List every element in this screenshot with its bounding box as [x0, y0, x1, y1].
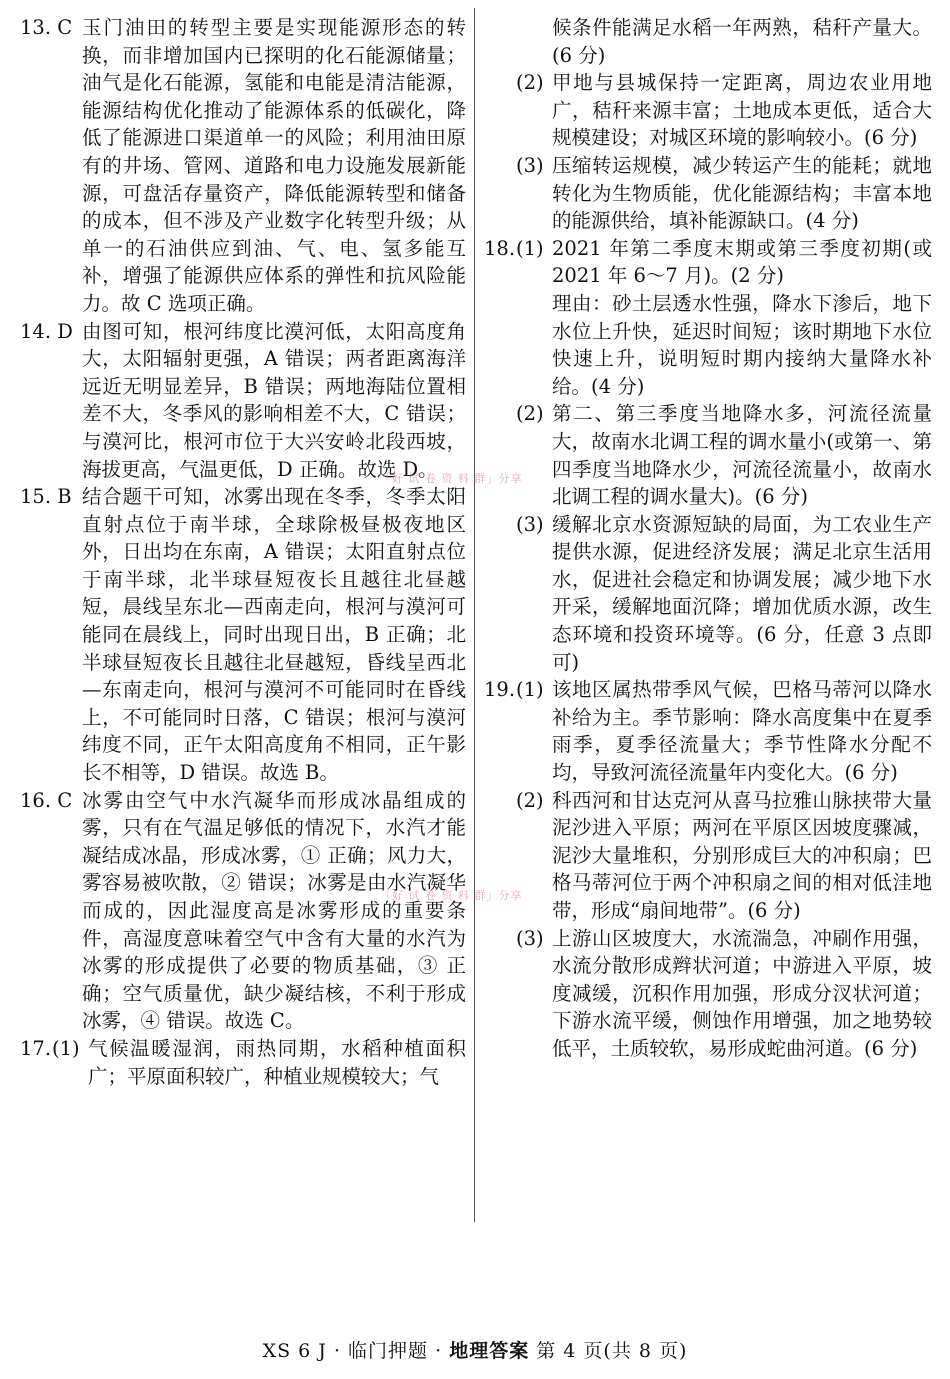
answer-text: 缓解北京水资源短缺的局面，为工农业生产提供水源，促进经济发展；满足北京生活用水，促进社会稳定和协调发展；减少地下水开采，缓解地面沉降；增加优质水源，改生态环境和投资环境等。(6 分，任意 3 点即可): [552, 512, 932, 674]
question-number: 14. D: [20, 319, 73, 343]
watermark: 「好 试 卷 资 料 群」分享: [380, 472, 523, 485]
answer-text: 上游山区坡度大，水流湍急，冲刷作用强，水流分散形成辫状河道；中游进入平原，坡度减缓，沉积作用加强，形成分汊状河道；下游水流平缓，侧蚀作用增强，加之地势较低平，土质较软，易形成蛇曲河道。(6 分): [552, 926, 932, 1060]
sub-question-number: (1): [516, 678, 544, 702]
sub-question-number: (2): [516, 788, 544, 812]
answer-text: 科西河和甘达克河从喜马拉雅山脉挟带大量泥沙进入平原；两河在平原区因坡度骤减，泥沙大量堆积，分别形成巨大的冲积扇；巴格马蒂河位于两个冲积扇之间的相对低洼地带，形成“扇间地带”。(6 分): [552, 788, 932, 922]
answer-18-reason: [484, 290, 932, 400]
answer-text: 玉门油田的转型主要是实现能源形态的转换，而非增加国内已探明的化石能源储量；油气是化石能源，氢能和电能是清洁能源，能源结构优化推动了能源体系的低碳化，降低了能源进口渠道单一的风险；利用油田原有的井场、管网、道路和电力设施发展新能源，可盘活存量资产，降低能源转型和储备的成本，但不涉及产业数字化转型升级；从单一的石油供应到油、气、电、氢多能互补，增强了能源供应体系的弹性和抗风险能力。故 C 选项正确。: [82, 16, 466, 315]
sub-question-number: (1): [52, 1036, 80, 1060]
watermark: 「好 试 卷 资 料 群」分享: [380, 889, 523, 902]
answer-18-part-3: [484, 511, 932, 677]
answer-text: 候条件能满足水稻一年两熟，秸秆产量大。(6 分): [552, 16, 932, 67]
answer-19-part-3: [484, 925, 932, 1063]
paper-code: XS 6 J: [262, 1340, 327, 1362]
answer-text: 甲地与县城保持一定距离，周边农业用地广，秸秆来源丰富；土地成本更低，适合大规模建设；对城区环境的影响较小。(6 分): [552, 71, 932, 150]
answer-17-part-1-continued: [484, 14, 932, 69]
page-footer: [0, 1336, 950, 1363]
answer-17-part-2: [484, 69, 932, 152]
question-number: 16. C: [20, 788, 73, 812]
footer-separator: ·: [435, 1340, 443, 1362]
answer-text: 结合题干可知，冰雾出现在冬季，冬季太阳直射点位于南半球，全球除极昼极夜地区外，日出均在东南，A 错误；太阳直射点位于南半球，北半球昼短夜长且越往北昼越短，晨线呈东北—西南走向，根河与漠河可能同在晨线上，同时出现日出，B 正确；北半球昼短夜长且越往北昼越短，昏线呈西北—东南走向，根河与漠河不可能同时在昏线上，不可能同时日落，C 错误；根河与漠河纬度不同，正午太阳高度角不相同，正午影长不相等，D 错误。故选 B。: [82, 485, 466, 785]
footer-separator: ·: [333, 1340, 341, 1362]
sub-question-number: (3): [516, 512, 544, 536]
question-number: 15. B: [20, 485, 72, 509]
answer-19-part-1: [484, 676, 932, 786]
question-number: 19.: [484, 678, 516, 702]
answer-text: 由图可知，根河纬度比漠河低，太阳高度角大，太阳辐射更强，A 错误；两者距离海洋远近无明显差异，B 错误；两地海陆位置相差不大，冬季风的影响相差不大，C 错误；与漠河比，根河市位于大兴安岭北段西坡，海拔更高，气温更低，D 正确。故选 D。: [82, 319, 466, 481]
series-name: 临门押题: [348, 1340, 429, 1362]
answer-18-part-2: [484, 400, 932, 510]
answer-13: [20, 14, 466, 318]
answer-17-part-1: [20, 1035, 466, 1090]
answer-text: 理由：砂土层透水性强，降水下渗后，地下水位上升快，延迟时间短；该时期地下水位快速上升，说明短时期内接纳大量降水补给。(4 分): [552, 291, 932, 398]
sub-question-number: (2): [516, 71, 544, 95]
answer-text: 气候温暖湿润，雨热同期，水稻种植面积广；平原面积较广，种植业规模较大；气: [88, 1036, 466, 1088]
sub-question-number: (3): [516, 153, 544, 177]
left-column: [20, 14, 466, 1090]
right-column: [484, 14, 932, 1063]
answer-text: 2021 年第二季度末期或第三季度初期(或 2021 年 6～7 月)。(2 分): [552, 236, 932, 288]
answer-17-part-3: [484, 152, 932, 235]
answer-14: [20, 318, 466, 484]
sub-question-number: (2): [516, 402, 544, 426]
answer-15: [20, 483, 466, 787]
answer-18-part-1: [484, 235, 932, 290]
column-divider: [474, 8, 475, 1222]
question-number: 17.: [20, 1036, 52, 1060]
answer-text: 压缩转运规模，减少转运产生的能耗；就地转化为生物质能，优化能源结构；丰富本地的能源供给，填补能源缺口。(4 分): [552, 153, 932, 233]
answer-text: 冰雾由空气中水汽凝华而形成冰晶组成的雾，只有在气温足够低的情况下，水汽才能凝结成冰晶，形成冰雾，① 正确；风力大，雾容易被吹散，② 错误；冰雾是由水汽凝华而成的，因此湿度高是冰雾形成的重要条件，高湿度意味着空气中含有大量的水汽为冰雾的形成提供了必要的物质基础，③ 正确；空气质量优，缺少凝结核，不利于形成冰雾，④ 错误。故选 C。: [82, 788, 466, 1033]
sub-question-number: (3): [516, 926, 544, 950]
answer-text: 第二、第三季度当地降水多，河流径流量大，故南水北调工程的调水量小(或第一、第四季度当地降水少，河流径流量小，故南水北调工程的调水量大)。(6 分): [552, 402, 932, 509]
page-number: 第 4 页(共 8 页): [536, 1340, 688, 1362]
question-number: 13. C: [20, 16, 73, 39]
sub-question-number: (1): [516, 236, 544, 260]
answer-text: 该地区属热带季风气候，巴格马蒂河以降水补给为主。季节影响：降水高度集中在夏季雨季，夏季径流量大；季节性降水分配不均，导致河流径流量年内变化大。(6 分): [552, 678, 932, 785]
question-number: 18.: [484, 236, 516, 260]
answer-19-part-2: [484, 787, 932, 925]
subject-name: 地理答案: [449, 1340, 530, 1362]
answer-16: [20, 787, 466, 1035]
